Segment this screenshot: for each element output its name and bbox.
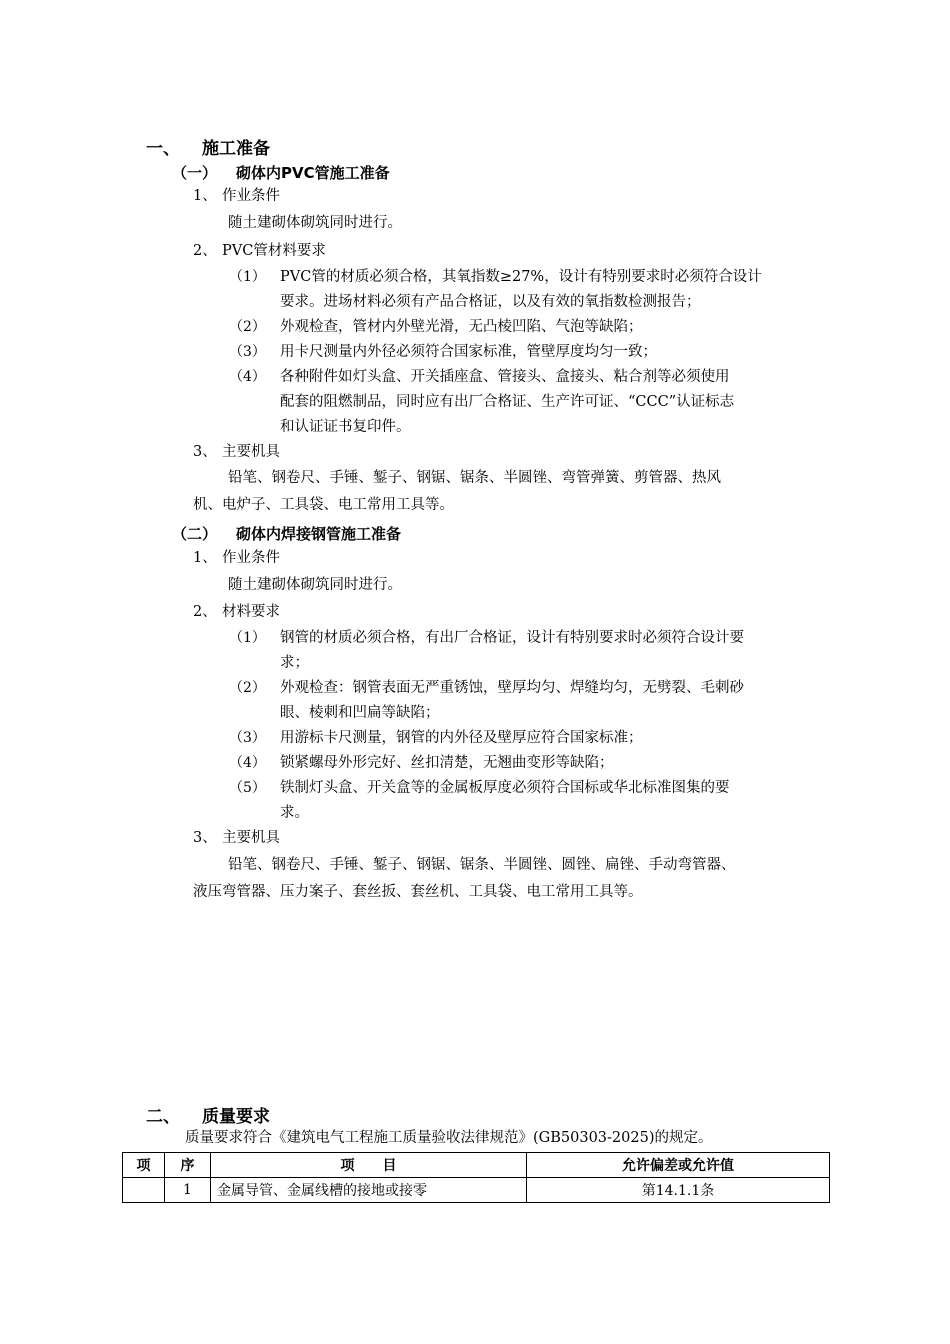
sub-2-number: （二）	[172, 525, 218, 543]
section-1-number: 一、	[146, 139, 180, 159]
quality-table	[122, 1152, 830, 1203]
sub-2-item-1-text: 随土建砌体砌筑同时进行。	[228, 577, 402, 593]
steel-point-3-line-1: 用游标卡尺测量，钢管的内外径及壁厚应符合国家标准；	[280, 730, 643, 746]
pvc-point-2-line-1: 外观检查，管材内外壁光滑，无凸棱凹陷、气泡等缺陷；	[280, 319, 643, 335]
sub-2-item-2-title: 材料要求	[222, 604, 280, 620]
pvc-point-4-line-3: 和认证证书复印件。	[280, 419, 411, 435]
steel-point-4-number: （4）	[229, 755, 266, 771]
sub-1-number: （一）	[172, 164, 218, 182]
sub-1-tools-line-2: 机、电炉子、工具袋、电工常用工具等。	[193, 497, 454, 513]
row-1-seq: 1	[165, 1178, 211, 1203]
steel-point-2-number: （2）	[229, 680, 266, 696]
pvc-point-3-number: （3）	[229, 344, 266, 360]
sub-2-item-1-number: 1、	[193, 550, 217, 566]
row-1-tolerance: 第14.1.1条	[527, 1178, 830, 1203]
sub-2-tools-line-2: 液压弯管器、压力案子、套丝扳、套丝机、工具袋、电工常用工具等。	[193, 884, 643, 900]
header-item: 项	[123, 1153, 165, 1178]
steel-point-2-line-2: 眼、棱刺和凹扁等缺陷；	[280, 705, 440, 721]
steel-point-3-number: （3）	[229, 730, 266, 746]
steel-point-1-line-1: 钢管的材质必须合格，有出厂合格证，设计有特别要求时必须符合设计要	[280, 630, 744, 646]
steel-point-5-line-2: 求。	[280, 805, 309, 821]
sub-1-title: 砌体内PVC管施工准备	[236, 164, 390, 182]
sub-1-item-3-number: 3、	[193, 444, 217, 460]
sub-2-title: 砌体内焊接钢管施工准备	[236, 525, 402, 543]
sub-1-item-1-number: 1、	[193, 188, 217, 204]
sub-2-item-1-title: 作业条件	[222, 550, 280, 566]
table-row	[123, 1178, 830, 1203]
sub-1-item-3-title: 主要机具	[222, 444, 280, 460]
sub-1-item-1-text: 随土建砌体砌筑同时进行。	[228, 215, 402, 231]
steel-point-1-line-2: 求；	[280, 655, 309, 671]
sub-1-item-2-number: 2、	[193, 243, 217, 259]
sub-2-item-3-title: 主要机具	[222, 830, 280, 846]
section-1-title: 施工准备	[202, 139, 270, 159]
steel-point-5-number: （5）	[229, 780, 266, 796]
pvc-point-2-number: （2）	[229, 319, 266, 335]
table-header-row	[123, 1153, 830, 1178]
section-2-number: 二、	[146, 1107, 180, 1127]
pvc-point-3-line-1: 用卡尺测量内外径必须符合国家标准，管壁厚度均匀一致；	[280, 344, 657, 360]
pvc-point-4-number: （4）	[229, 369, 266, 385]
pvc-point-1-number: （1）	[229, 269, 266, 285]
header-tolerance: 允许偏差或允许值	[527, 1153, 830, 1178]
sub-2-tools-line-1: 铅笔、钢卷尺、手锤、錾子、钢锯、锯条、半圆锉、圆锉、扁锉、手动弯管器、	[228, 857, 736, 873]
sub-1-item-2-title: PVC管材料要求	[222, 243, 326, 259]
pvc-point-4-line-2: 配套的阻燃制品，同时应有出厂合格证、生产许可证、“CCC”认证标志	[280, 394, 735, 410]
steel-point-2-line-1: 外观检查：钢管表面无严重锈蚀，壁厚均匀、焊缝均匀，无劈裂、毛刺砂	[280, 680, 744, 696]
header-project: 项 目	[211, 1153, 527, 1178]
steel-point-1-number: （1）	[229, 630, 266, 646]
section-2-title: 质量要求	[202, 1107, 270, 1127]
sub-2-item-3-number: 3、	[193, 830, 217, 846]
sub-2-item-2-number: 2、	[193, 604, 217, 620]
row-1-project: 金属导管、金属线槽的接地或接零	[211, 1178, 527, 1203]
steel-point-4-line-1: 锁紧螺母外形完好、丝扣清楚，无翘曲变形等缺陷；	[280, 755, 614, 771]
pvc-point-4-line-1: 各种附件如灯头盒、开关插座盒、管接头、盒接头、粘合剂等必须使用	[280, 369, 730, 385]
steel-point-5-line-1: 铁制灯头盒、开关盒等的金属板厚度必须符合国标或华北标准图集的要	[280, 780, 730, 796]
row-1-item	[123, 1178, 165, 1203]
section-2-intro: 质量要求符合《建筑电气工程施工质量验收法律规范》(GB50303-2025)的规定。	[185, 1130, 713, 1146]
pvc-point-1-line-2: 要求。进场材料必须有产品合格证，以及有效的氧指数检测报告；	[280, 294, 701, 310]
sub-1-tools-line-1: 铅笔、钢卷尺、手锤、錾子、钢锯、锯条、半圆锉、弯管弹簧、剪管器、热风	[228, 470, 721, 486]
header-seq: 序	[165, 1153, 211, 1178]
sub-1-item-1-title: 作业条件	[222, 188, 280, 204]
pvc-point-1-line-1: PVC管的材质必须合格，其氧指数≥27%，设计有特别要求时必须符合设计	[280, 269, 762, 285]
